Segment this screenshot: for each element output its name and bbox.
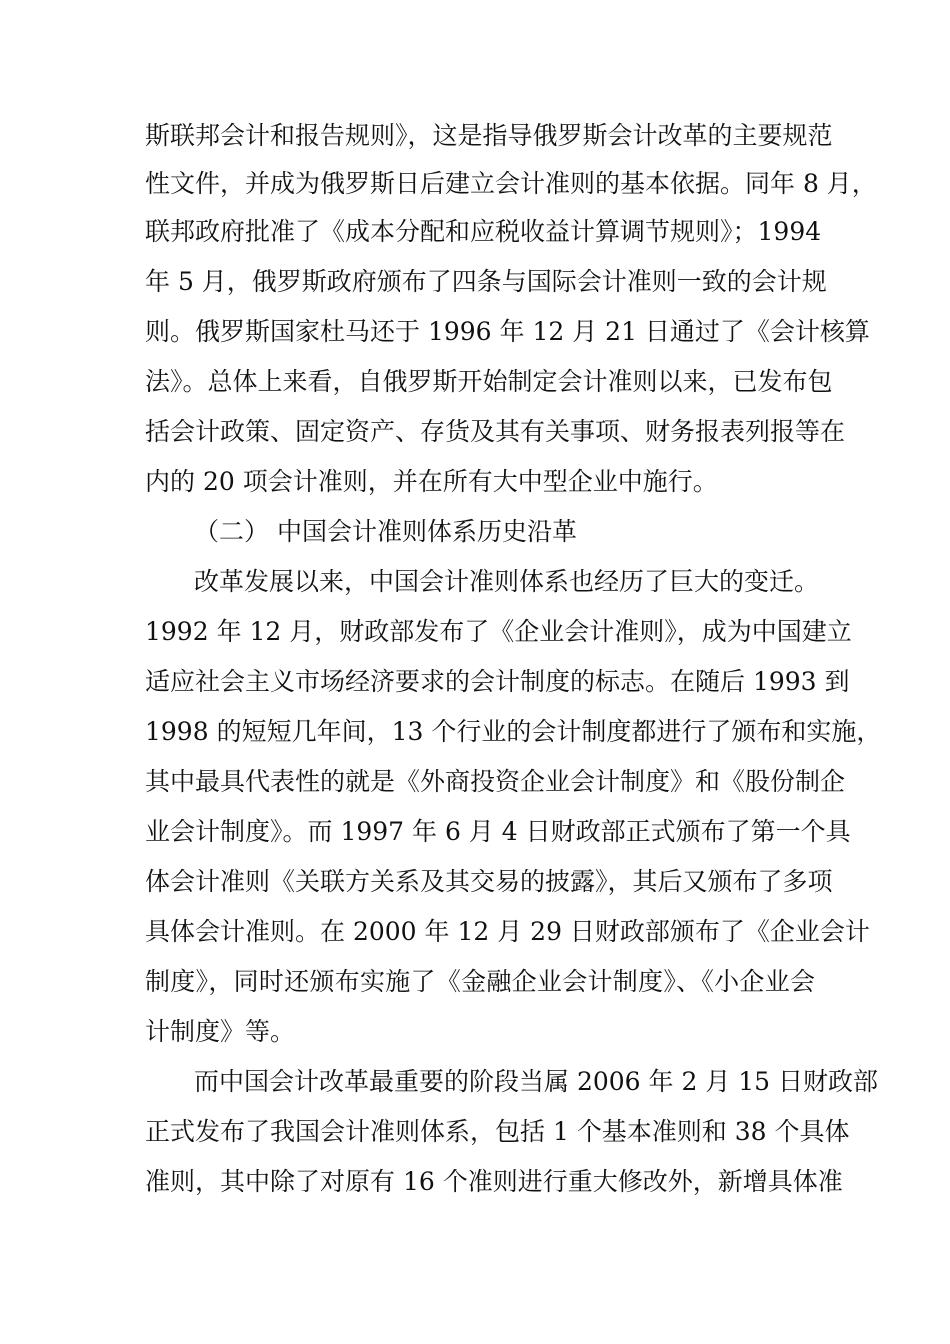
- text-line-19: 计制度》等。: [145, 1017, 296, 1046]
- text-line-18: 制度》，同时还颁布实施了《金融企业会计制度》、《小企业会: [145, 967, 815, 996]
- text-line-4: 年 5 月，俄罗斯政府颁布了四条与国际会计准则一致的会计规: [145, 267, 827, 296]
- text-line-11: 1992 年 12 月，财政部发布了《企业会计准则》，成为中国建立: [145, 617, 852, 646]
- text-line-15: 业会计制度》。而 1997 年 6 月 4 日财政部正式颁布了第一个具: [145, 817, 851, 846]
- text-line-17: 具体会计准则。在 2000 年 12 月 29 日财政部颁布了《企业会计: [145, 917, 870, 946]
- text-line-5: 则。俄罗斯国家杜马还于 1996 年 12 月 21 日通过了《会计核算: [145, 317, 870, 346]
- section-heading: （二） 中国会计准则体系历史沿革: [194, 517, 577, 546]
- paragraph-start-line-2: 而中国会计改革最重要的阶段当属 2006 年 2 月 15 日财政部: [194, 1067, 879, 1096]
- text-line-16: 体会计准则《关联方关系及其交易的披露》，其后又颁布了多项: [145, 867, 833, 896]
- text-line-2: 性文件，并成为俄罗斯日后建立会计准则的基本依据。同年 8 月，: [145, 169, 877, 198]
- text-line-1: 斯联邦会计和报告规则》，这是指导俄罗斯会计改革的主要规范: [145, 121, 833, 150]
- text-line-8: 内的 20 项会计准则，并在所有大中型企业中施行。: [145, 467, 718, 496]
- text-line-3: 联邦政府批准了《成本分配和应税收益计算调节规则》；1994: [145, 217, 822, 246]
- paragraph-start-line: 改革发展以来，中国会计准则体系也经历了巨大的变迁。: [194, 567, 820, 596]
- text-line-6: 法》。总体上来看，自俄罗斯开始制定会计准则以来，已发布包: [145, 367, 833, 396]
- text-line-14: 其中最具代表性的就是《外商投资企业会计制度》和《股份制企: [145, 767, 846, 796]
- text-line-12: 适应社会主义市场经济要求的会计制度的标志。在随后 1993 到: [145, 667, 850, 696]
- text-line-21: 正式发布了我国会计准则体系，包括 1 个基本准则和 38 个具体: [145, 1117, 850, 1146]
- text-line-22: 准则，其中除了对原有 16 个准则进行重大修改外，新增具体准: [145, 1167, 843, 1196]
- text-line-13: 1998 的短短几年间，13 个行业的会计制度都进行了颁布和实施，: [145, 717, 882, 746]
- text-line-7: 括会计政策、固定资产、存货及其有关事项、财务报表列报等在: [145, 417, 846, 446]
